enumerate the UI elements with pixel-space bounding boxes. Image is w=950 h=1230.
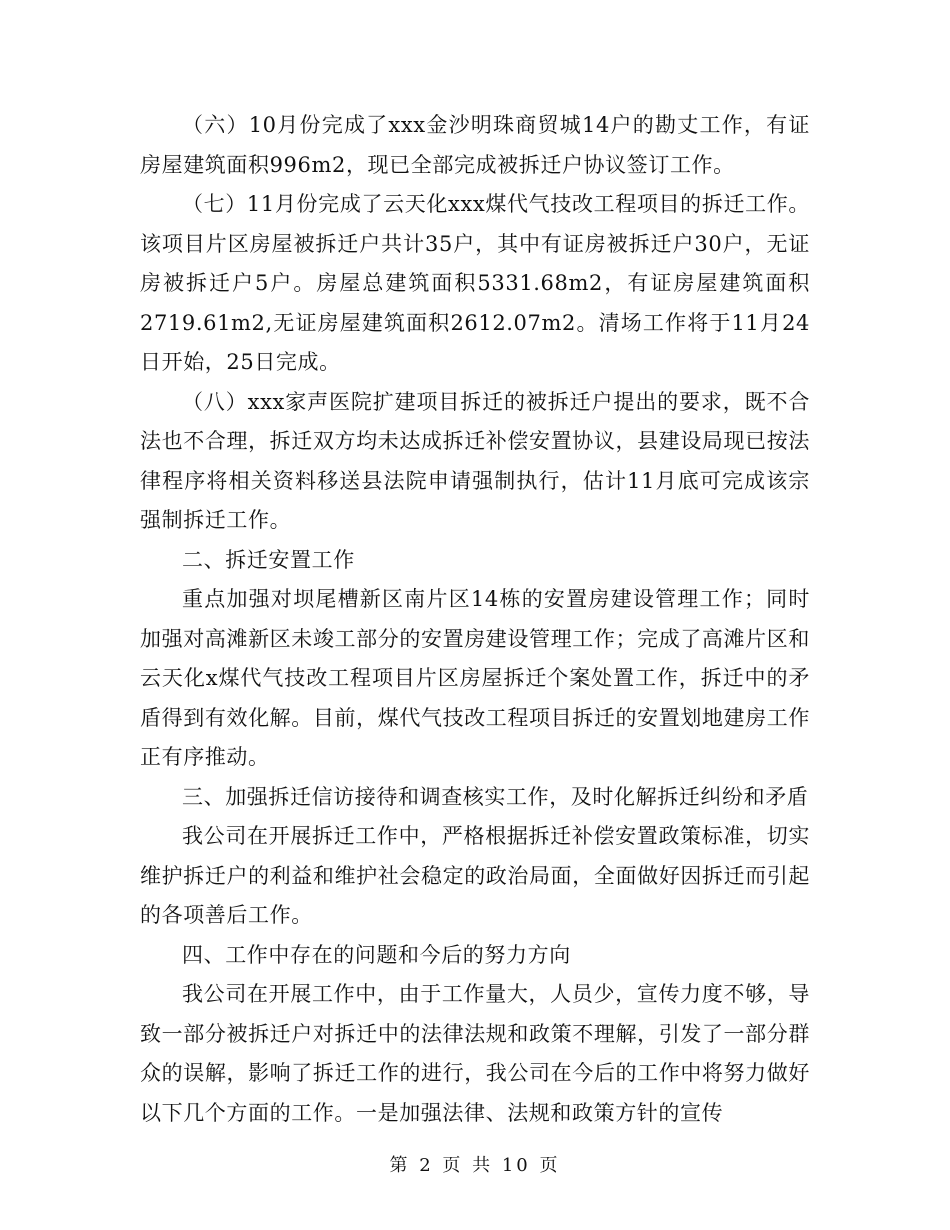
- paragraph-item-8: （八）xxx家声医院扩建项目拆迁的被拆迁户提出的要求，既不合法也不合理，拆迁双方均未达成拆迁补偿安置协议，县建设局现已按法律程序将相关资料移送县法院申请强制执行，估计11月底可完成该宗强制拆迁工作。: [140, 389, 810, 532]
- section-heading-petition: 三、加强拆迁信访接待和调查核实工作，及时化解拆迁纠纷和矛盾: [182, 784, 809, 809]
- paragraph-problems: 我公司在开展工作中，由于工作量大，人员少，宣传力度不够，导致一部分被拆迁户对拆迁中的法律法规和政策不理解，引发了一部分群众的误解，影响了拆迁工作的进行，我公司在今后的工作中将努力做好以下几个方面的工作。一是加强法律、法规和政策方针的宣传: [140, 982, 810, 1125]
- section-heading-resettlement: 二、拆迁安置工作: [182, 547, 355, 572]
- document-body: [140, 106, 810, 1133]
- paragraph-item-6: （六）10月份完成了xxx金沙明珠商贸城14户的勘丈工作，有证房屋建筑面积996m2，现已全部完成被拆迁户协议签订工作。: [140, 113, 810, 177]
- section-heading-problems: 四、工作中存在的问题和今后的努力方向: [182, 942, 571, 967]
- paragraph-resettlement: 重点加强对坝尾槽新区南片区14栋的安置房建设管理工作；同时加强对高滩新区未竣工部分的安置房建设管理工作；完成了高滩片区和云天化x煤代气技改工程项目片区房屋拆迁个案处置工作，拆迁中的矛盾得到有效化解。目前，煤代气技改工程项目拆迁的安置划地建房工作正有序推动。: [140, 587, 810, 769]
- page-number-footer: 第 2 页 共 10 页: [389, 1155, 561, 1176]
- paragraph-item-7: （七）11月份完成了云天化xxx煤代气技改工程项目的拆迁工作。该项目片区房屋被拆迁户共计35户，其中有证房被拆迁户30户，无证房被拆迁户5户。房屋总建筑面积5331.68m2，有证房屋建筑面积2719.61m2,无证房屋建筑面积2612.07m2。清场工作将于11月24日开始，25日完成。: [140, 192, 810, 374]
- paragraph-petition: 我公司在开展拆迁工作中，严格根据拆迁补偿安置政策标准，切实维护拆迁户的利益和维护社会稳定的政治局面，全面做好因拆迁而引起的各项善后工作。: [140, 824, 810, 927]
